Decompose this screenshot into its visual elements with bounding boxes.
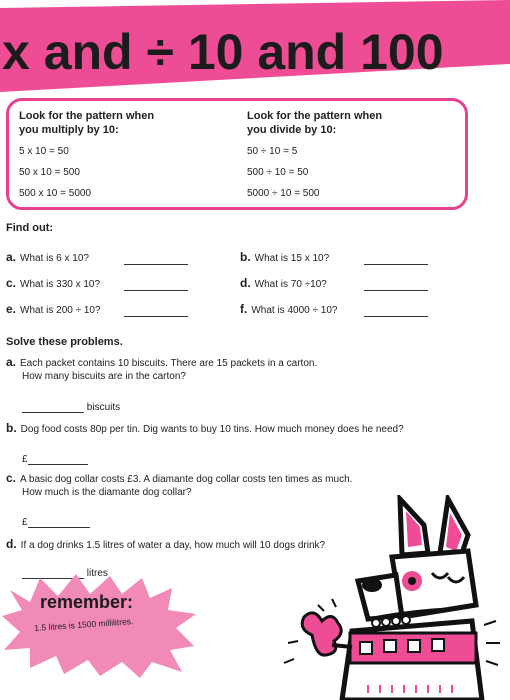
divide-heading-1: Look for the pattern when (247, 110, 383, 122)
dog-illustration (272, 495, 508, 700)
divide-pattern (247, 109, 467, 200)
problem-a: a. Each packet contains 10 biscuits. There are 15 packets in a carton. How many biscuits are in the carton? (6, 355, 318, 382)
multiply-eq-2: 50 x 10 = 500 (19, 167, 80, 178)
pattern-box (6, 98, 468, 210)
problems-title: Solve these problems. (6, 336, 123, 348)
answer-blank-c[interactable] (124, 290, 188, 291)
answer-a: biscuits (22, 400, 120, 413)
divide-eq-2: 500 ÷ 10 = 50 (247, 167, 309, 178)
answer-c: £ (22, 515, 90, 528)
problem-b: b. Dog food costs 80p per tin. Dig wants to buy 10 tins. How much money does he need? (6, 421, 404, 435)
multiply-eq-1: 5 x 10 = 50 (19, 146, 69, 157)
answer-blank-d[interactable] (364, 290, 428, 291)
answer-blank-e[interactable] (124, 316, 188, 317)
dog-paw-icon (302, 613, 341, 655)
remember-text: 1.5 litres is 1500 millilitres. (34, 616, 134, 633)
find-out-title: Find out: (6, 222, 54, 234)
question-a: a. What is 6 x 10? (6, 250, 89, 264)
answer-blank-f[interactable] (364, 316, 428, 317)
multiply-eq-3: 500 x 10 = 5000 (19, 188, 92, 199)
answer-blank-b[interactable] (364, 264, 428, 265)
answer-blank-problem-c[interactable] (28, 515, 90, 528)
divide-heading-2: you divide by 10: (247, 124, 337, 136)
remember-title: remember: (40, 592, 134, 612)
question-c: c. What is 330 x 10? (6, 276, 101, 290)
answer-d: litres (22, 566, 108, 579)
question-e: e. What is 200 ÷ 10? (6, 302, 101, 316)
multiply-heading-1: Look for the pattern when (19, 110, 155, 122)
divide-eq-3: 5000 ÷ 10 = 500 (247, 188, 320, 199)
answer-b: £ (22, 452, 88, 465)
multiply-pattern (19, 109, 239, 200)
question-f: f. What is 4000 ÷ 10? (240, 302, 338, 316)
problem-d: d. If a dog drinks 1.5 litres of water a day, how much will 10 dogs drink? (6, 537, 326, 551)
answer-blank-a[interactable] (124, 264, 188, 265)
answer-blank-problem-b[interactable] (28, 452, 88, 465)
question-d: d. What is 70 ÷10? (240, 276, 327, 290)
problem-c: c. A basic dog collar costs £3. A diamante dog collar costs ten times as much. How much is the diamante dog collar? (6, 471, 353, 498)
answer-blank-problem-a[interactable] (22, 400, 84, 413)
divide-eq-1: 50 ÷ 10 = 5 (247, 146, 298, 157)
page-title: x and ÷ 10 and 100 (2, 24, 444, 80)
question-b: b. What is 15 x 10? (240, 250, 330, 264)
multiply-heading-2: you multiply by 10: (19, 124, 119, 136)
